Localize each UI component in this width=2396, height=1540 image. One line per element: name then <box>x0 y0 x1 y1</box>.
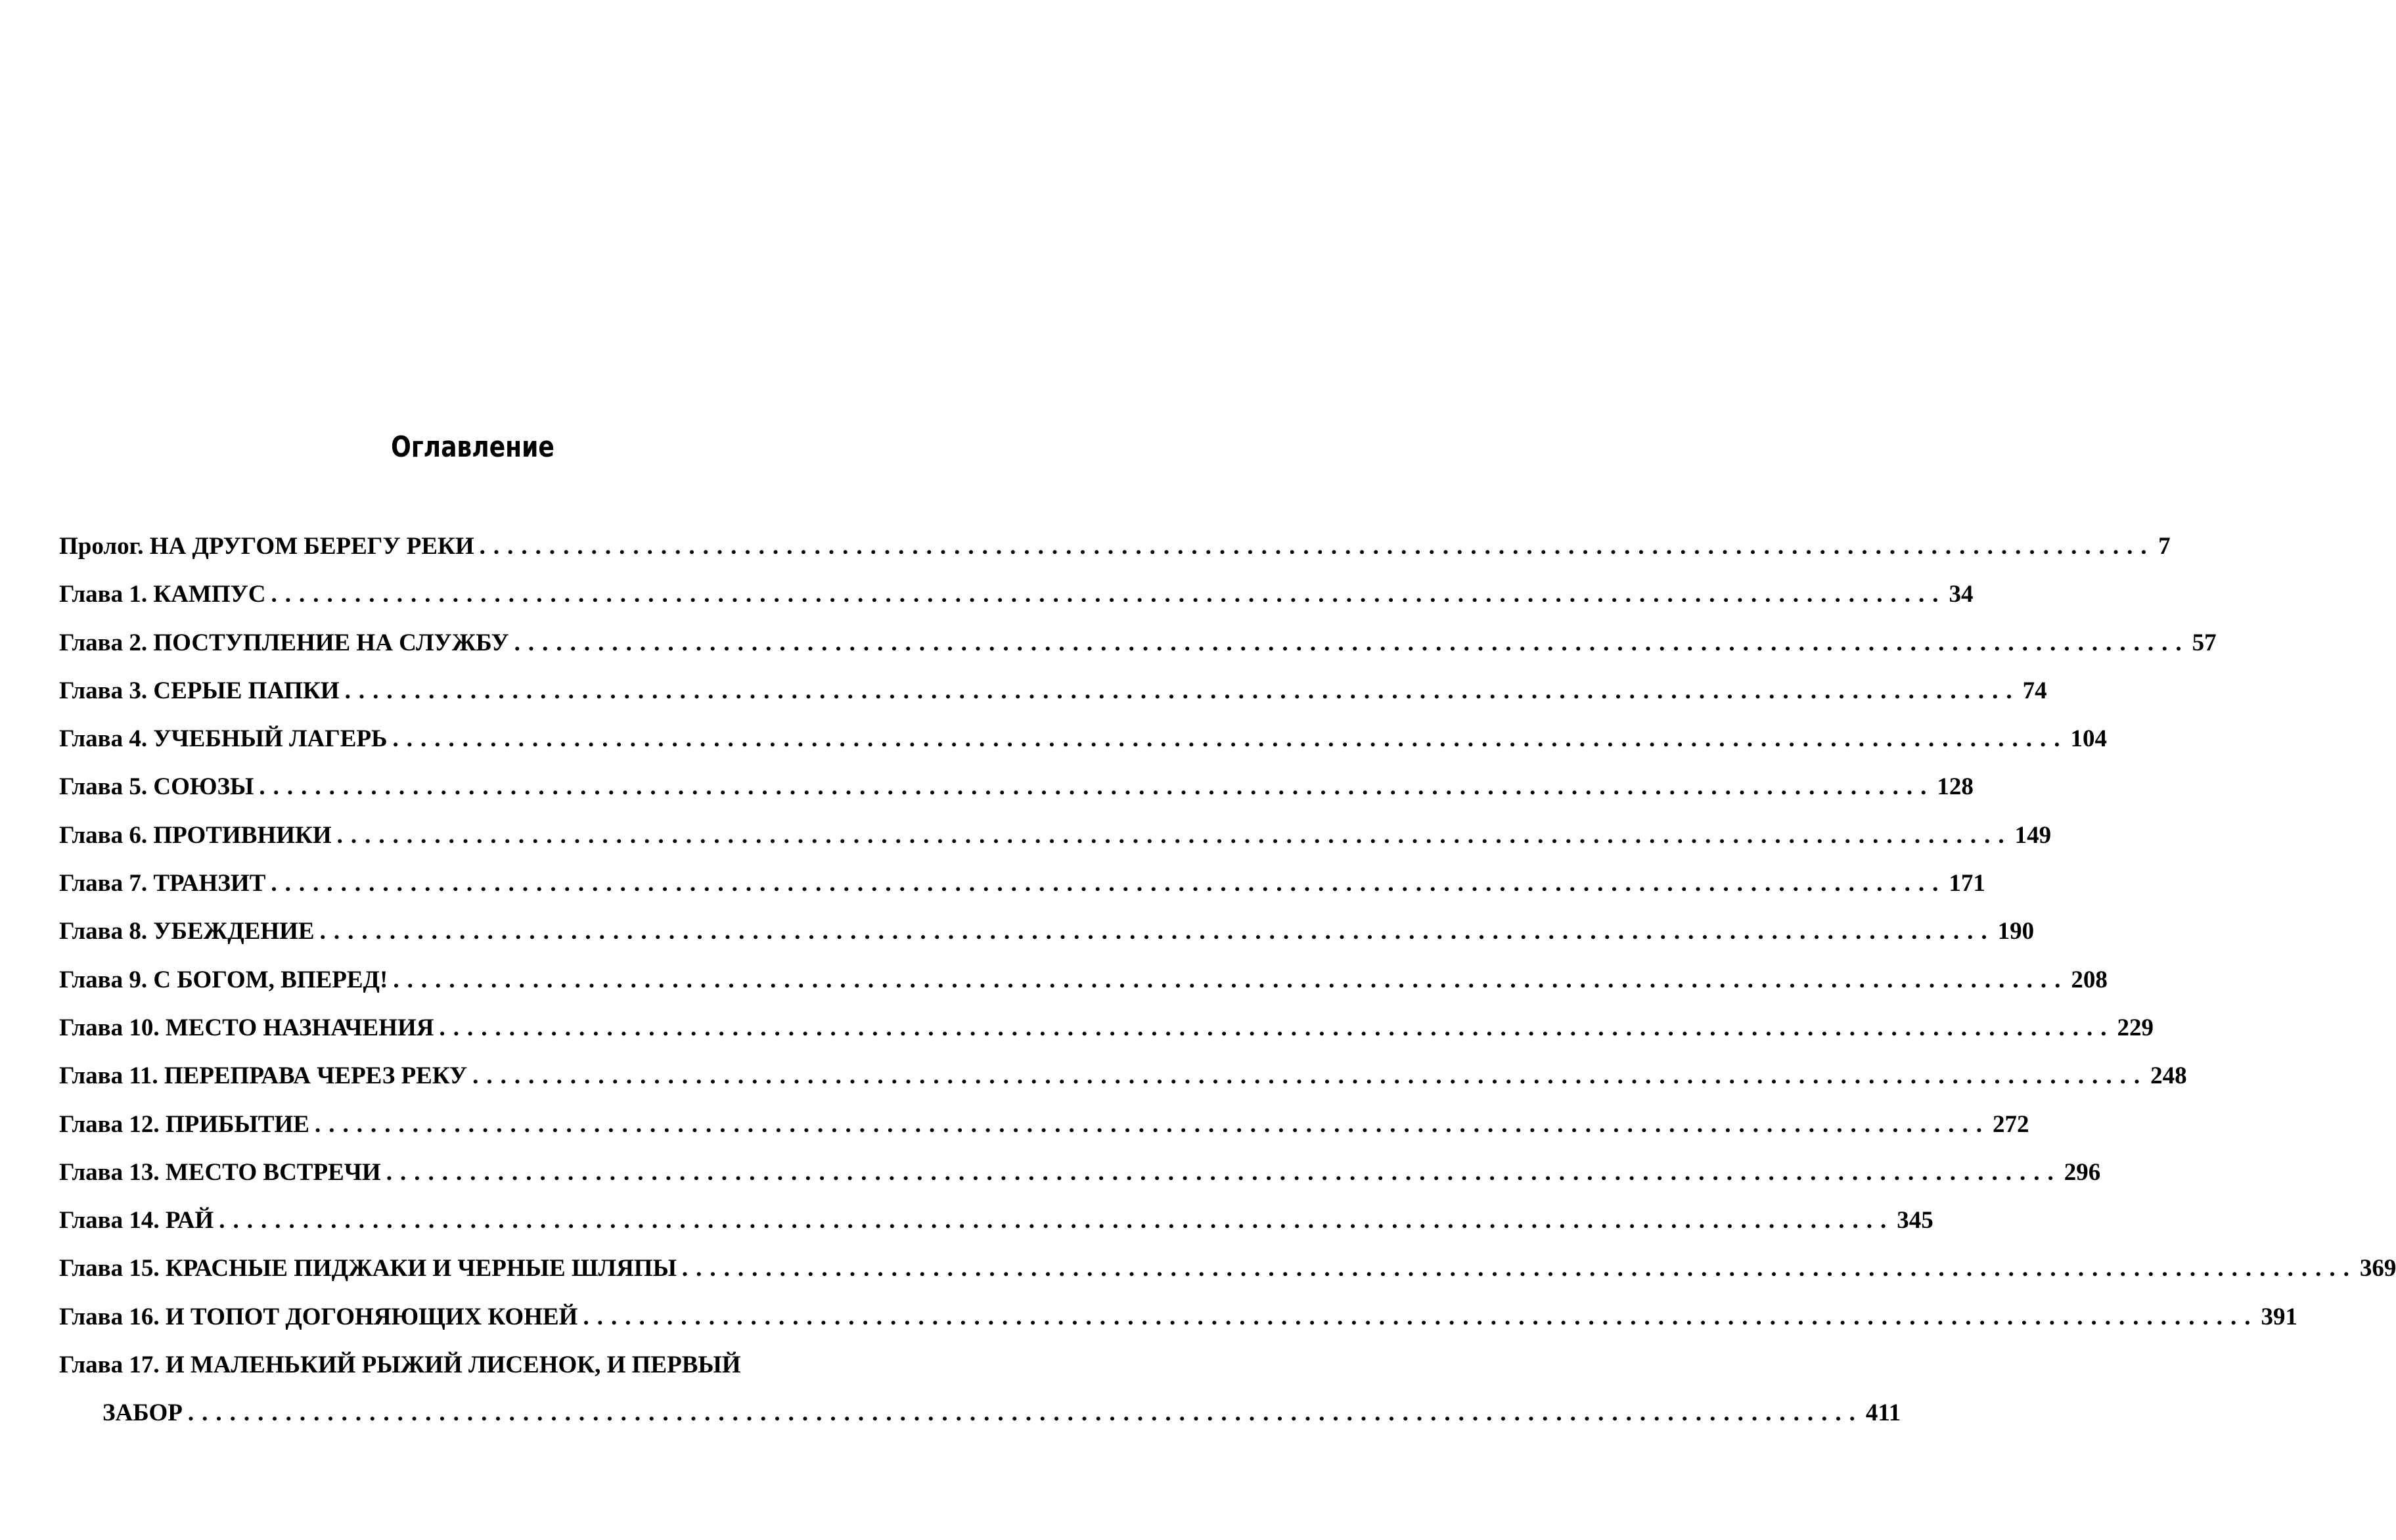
toc-entry-label: Глава 14. РАЙ <box>59 1207 214 1234</box>
dot-leader: ........................................................................................................................ <box>314 1110 1990 1138</box>
dot-leader: ........................................................................................................................ <box>259 773 1935 801</box>
toc-entry-label: Глава 10. МЕСТО НАЗНАЧЕНИЯ <box>59 1014 434 1041</box>
dot-leader: ........................................................................................................................ <box>393 966 2069 993</box>
toc-entry <box>59 570 1974 618</box>
dot-leader: ........................................................................................................................ <box>514 629 2190 656</box>
toc-entry <box>59 667 2047 715</box>
dot-leader: ........................................................................................................................ <box>187 1399 1863 1427</box>
toc-entry-page: 57 <box>2192 629 2217 656</box>
toc-entry-page: 229 <box>2117 1014 2154 1041</box>
toc-entry <box>59 859 1985 907</box>
toc-entry-page: 171 <box>1949 870 1985 897</box>
toc-entry-page: 128 <box>1937 773 1974 801</box>
toc-entry-label: Глава 1. КАМПУС <box>59 581 266 608</box>
toc-entry <box>59 956 2108 1004</box>
dot-leader: ........................................................................................................................ <box>336 821 2012 849</box>
toc-entry-page: 411 <box>1865 1399 1901 1427</box>
toc-entry <box>59 1244 2396 1292</box>
toc-entry <box>59 1100 2029 1148</box>
toc-entry-page: 190 <box>1997 918 2035 945</box>
toc-entry-label: Глава 15. КРАСНЫЕ ПИДЖАКИ И ЧЕРНЫЕ ШЛЯПЫ <box>59 1255 677 1282</box>
toc-entry-label: Глава 7. ТРАНЗИТ <box>59 870 266 897</box>
toc-entry-label: Глава 17. И МАЛЕНЬКИЙ РЫЖИЙ ЛИСЕНОК, И ПЕРВЫЙ <box>59 1351 741 1379</box>
toc-entry <box>59 763 1974 811</box>
dot-leader: ........................................................................................................................ <box>392 725 2068 753</box>
toc-entry-page: 149 <box>2014 821 2052 849</box>
toc-entry-label: Глава 2. ПОСТУПЛЕНИЕ НА СЛУЖБУ <box>59 629 509 656</box>
dot-leader: ........................................................................................................................ <box>439 1014 2115 1041</box>
toc-entry <box>59 1004 2154 1052</box>
toc-list <box>59 522 2396 1438</box>
dot-leader: ........................................................................................................................ <box>319 918 1995 945</box>
toc-entry <box>59 1341 1901 1438</box>
toc-entry-page: 272 <box>1992 1110 2029 1138</box>
toc-entry <box>59 1148 2101 1196</box>
toc-entry <box>59 1052 2187 1100</box>
toc-entry-page: 369 <box>2359 1255 2396 1282</box>
dot-leader: ........................................................................................................................ <box>479 533 2155 560</box>
dot-leader: ........................................................................................................................ <box>271 870 1947 897</box>
toc-entry <box>59 811 2052 859</box>
toc-entry <box>59 1196 1933 1244</box>
dot-leader: ........................................................................................................................ <box>681 1255 2357 1282</box>
dot-leader: ........................................................................................................................ <box>219 1207 1895 1234</box>
toc-entry-label: Глава 8. УБЕЖДЕНИЕ <box>59 918 315 945</box>
toc-entry-label: Глава 6. ПРОТИВНИКИ <box>59 821 332 849</box>
dot-leader: ........................................................................................................................ <box>386 1158 2062 1186</box>
toc-entry-label: Глава 5. СОЮЗЫ <box>59 773 254 801</box>
toc-entry-label: Глава 11. ПЕРЕПРАВА ЧЕРЕЗ РЕКУ <box>59 1062 468 1090</box>
toc-entry-label: Глава 9. С БОГОМ, ВПЕРЕД! <box>59 966 388 993</box>
dot-leader: ........................................................................................................................ <box>472 1062 2148 1090</box>
toc-entry-page: 74 <box>2022 677 2047 704</box>
toc-entry <box>59 907 2035 955</box>
toc-entry-page: 391 <box>2261 1303 2297 1330</box>
toc-entry-label: Глава 4. УЧЕБНЫЙ ЛАГЕРЬ <box>59 725 388 753</box>
toc-entry-label: Глава 13. МЕСТО ВСТРЕЧИ <box>59 1158 381 1186</box>
toc-entry <box>59 715 2108 763</box>
toc-entry-label: Пролог. НА ДРУГОМ БЕРЕГУ РЕКИ <box>59 533 474 560</box>
toc-entry-page: 34 <box>1949 581 1974 608</box>
toc-entry-page: 7 <box>2158 533 2171 560</box>
toc-entry-label-continuation: ЗАБОР <box>102 1399 183 1427</box>
toc-entry <box>59 619 2217 667</box>
toc-entry <box>59 522 2171 570</box>
toc-title: Оглавление <box>391 430 554 464</box>
toc-entry-label: Глава 16. И ТОПОТ ДОГОНЯЮЩИХ КОНЕЙ <box>59 1303 578 1330</box>
toc-entry <box>59 1293 2297 1341</box>
toc-entry-label: Глава 3. СЕРЫЕ ПАПКИ <box>59 677 340 704</box>
dot-leader: ........................................................................................................................ <box>271 581 1947 608</box>
toc-entry-label: Глава 12. ПРИБЫТИЕ <box>59 1110 309 1138</box>
dot-leader: ........................................................................................................................ <box>583 1303 2259 1330</box>
toc-entry-page: 208 <box>2071 966 2108 993</box>
toc-entry-page: 104 <box>2070 725 2108 753</box>
toc-entry-page: 345 <box>1897 1207 1933 1234</box>
toc-entry-page: 248 <box>2150 1062 2187 1090</box>
toc-entry-page: 296 <box>2064 1158 2101 1186</box>
dot-leader: ........................................................................................................................ <box>344 677 2020 704</box>
